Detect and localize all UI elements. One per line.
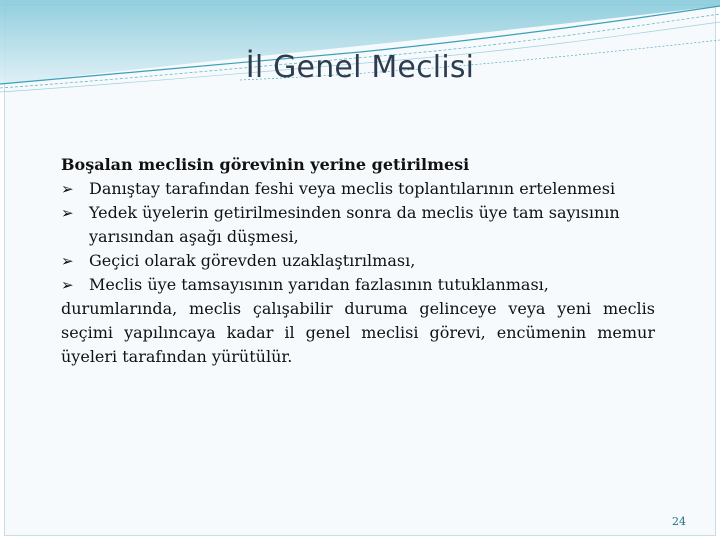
- bullet-text: Geçici olarak görevden uzaklaştırılması,: [89, 251, 416, 270]
- bullet-item: [61, 249, 655, 273]
- arrow-bullet-icon: ➢: [61, 276, 74, 294]
- arrow-bullet-icon: ➢: [61, 252, 74, 270]
- slide-title: İl Genel Meclisi: [245, 50, 475, 85]
- slide-body: [61, 153, 655, 369]
- bullet-item: [61, 177, 655, 201]
- bullet-text: Yedek üyelerin getirilmesinden sonra da meclis üye tam sayısının yarısından aşağı düşmesi,: [89, 203, 620, 246]
- bullet-text: Meclis üye tamsayısının yarıdan fazlasının tutuklanması,: [89, 275, 549, 294]
- bullet-text: Danıştay tarafından feshi veya meclis toplantılarının ertelenmesi: [89, 179, 616, 198]
- arrow-bullet-icon: ➢: [61, 204, 74, 222]
- arrow-bullet-icon: ➢: [61, 180, 74, 198]
- bullet-item: [61, 273, 655, 297]
- lead-heading: Boşalan meclisin görevinin yerine getirilmesi: [61, 155, 470, 174]
- closing-paragraph: durumlarında, meclis çalışabilir duruma gelinceye veya yeni meclis seçimi yapılıncaya kadar il genel meclisi görevi, encümenin memur üyeleri tarafından yürütülür.: [61, 299, 655, 366]
- bullet-item: [61, 201, 655, 249]
- page-number: 24: [672, 515, 686, 528]
